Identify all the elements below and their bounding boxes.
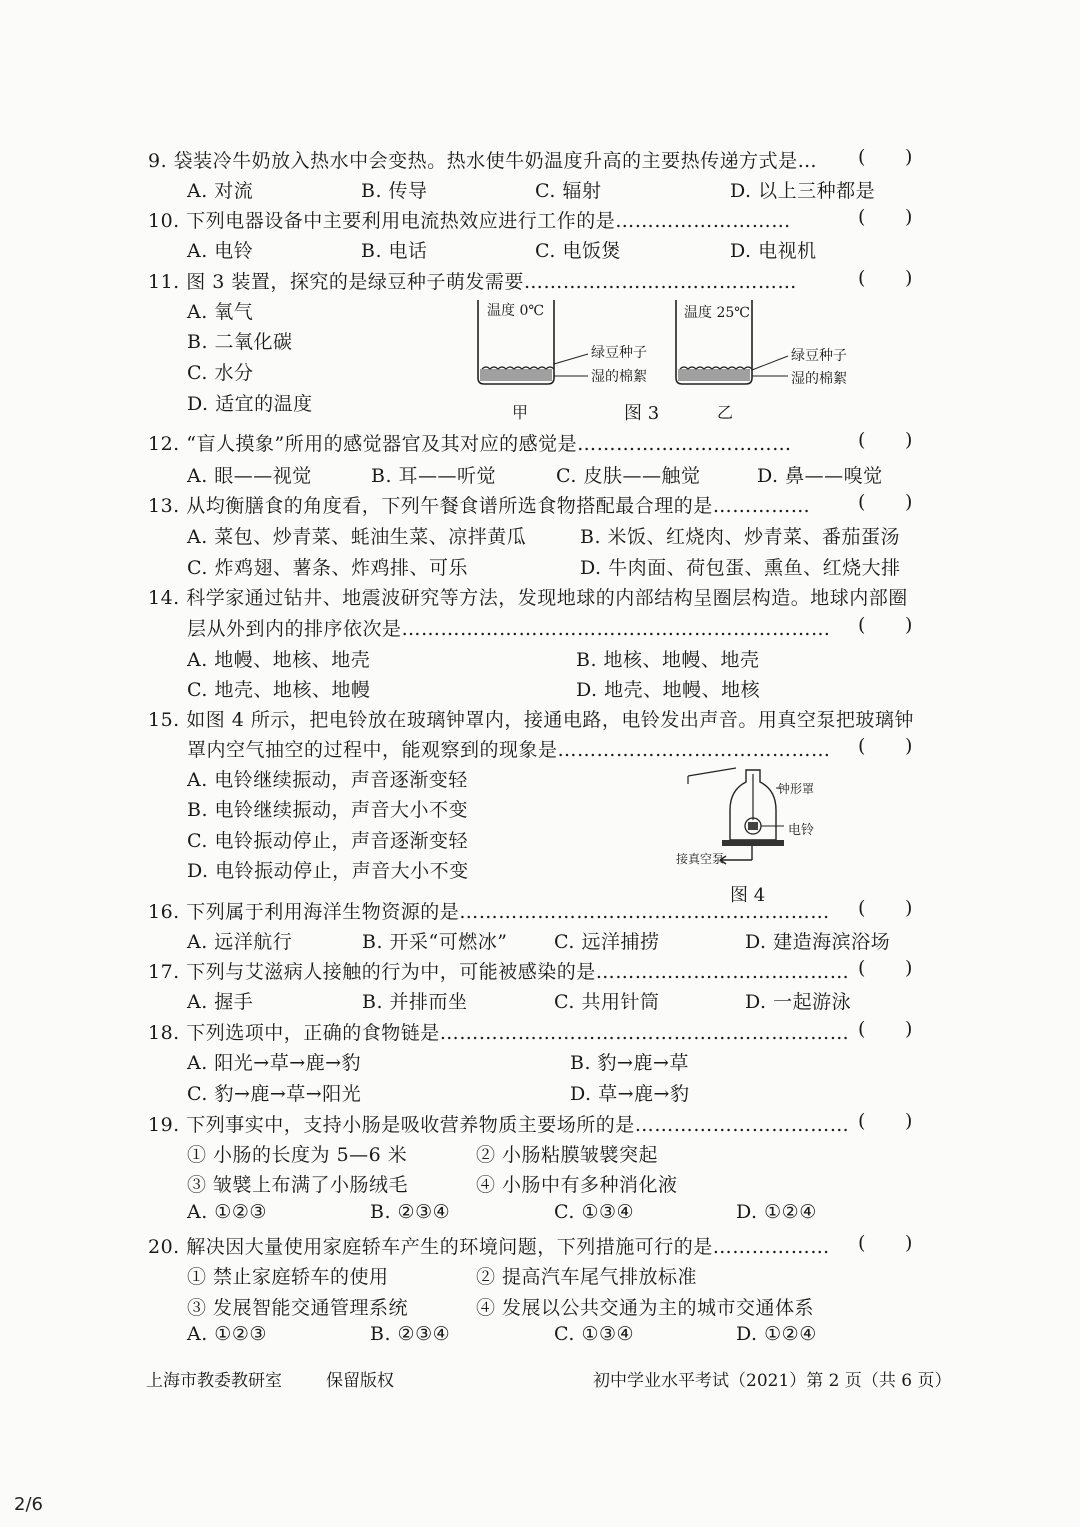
seeds-left: [482, 367, 554, 369]
option-d: D. 以上三种都是: [730, 180, 876, 202]
option-a: A. ①②③: [187, 1323, 267, 1345]
seed-pointer-left: [554, 354, 588, 364]
answer-paren-close: ): [905, 491, 913, 513]
option-a: A. 眼——视觉: [187, 465, 312, 487]
fact-item-1: ① 小肠的长度为 5—6 米: [187, 1144, 408, 1166]
question-12-stem: 12. “盲人摸象”所用的感觉器官及其对应的感觉是……………………………: [148, 433, 792, 455]
answer-paren-open: (: [858, 735, 866, 757]
option-c: C. 电饭煲: [535, 240, 621, 262]
option-d: D. 电视机: [730, 240, 817, 262]
footer-org: 上海市教委教研室: [146, 1371, 282, 1391]
option-d: D. 草→鹿→豹: [570, 1083, 690, 1105]
question-14-stem-continued: 层从外到内的排序依次是…………………………………………………………: [187, 618, 831, 640]
cotton-left: [480, 369, 552, 381]
answer-paren-open: (: [858, 1232, 866, 1254]
answer-paren-close: ): [905, 897, 913, 919]
option-a: A. 阳光→草→鹿→豹: [187, 1052, 362, 1074]
answer-paren-open: (: [858, 491, 866, 513]
answer-paren-open: (: [858, 1110, 866, 1132]
question-13-stem: 13. 从均衡膳食的角度看，下列午餐食谱所选食物搭配最合理的是……………: [148, 495, 811, 517]
answer-paren-close: ): [905, 735, 913, 757]
question-9-stem: 9. 袋装冷牛奶放入热水中会变热。热水使牛奶温度升高的主要热传递方式是…: [148, 150, 818, 172]
option-b: B. 豹→鹿→草: [570, 1052, 689, 1074]
question-19-stem: 19. 下列事实中，支持小肠是吸收营养物质主要场所的是……………………………: [148, 1114, 850, 1136]
answer-paren-close: ): [905, 206, 913, 228]
answer-paren-open: (: [858, 146, 866, 168]
option-c: C. 豹→鹿→草→阳光: [187, 1083, 362, 1105]
option-d: D. 一起游泳: [745, 991, 852, 1013]
answer-paren-open: (: [858, 267, 866, 289]
fact-item-2: ② 小肠粘膜皱襞突起: [476, 1144, 659, 1166]
seeds-right: [680, 367, 752, 369]
option-a: A. 对流: [187, 180, 254, 202]
figure-3-cotton-label-right: 湿的棉絮: [791, 371, 847, 387]
option-b: B. 地核、地幔、地壳: [576, 649, 760, 671]
option-d: D. 鼻——嗅觉: [757, 465, 883, 487]
option-a: A. 菜包、炒青菜、蚝油生菜、凉拌黄瓜: [187, 526, 527, 548]
question-17-stem: 17. 下列与艾滋病人接触的行为中，可能被感染的是…………………………………: [148, 961, 850, 983]
option-a: A. ①②③: [187, 1201, 267, 1223]
jar-base: [722, 840, 784, 846]
option-c: C. 共用针筒: [554, 991, 660, 1013]
question-16-stem: 16. 下列属于利用海洋生物资源的是…………………………………………………: [148, 901, 830, 923]
option-b: B. 米饭、红烧肉、炒青菜、番茄蛋汤: [580, 526, 901, 548]
answer-paren-close: ): [905, 1232, 913, 1254]
wire-top: [688, 768, 736, 776]
option-d: D. 电铃振动停止，声音大小不变: [187, 860, 469, 882]
bell-body: [748, 822, 758, 830]
answer-paren-close: ): [905, 614, 913, 636]
measure-item-4: ④ 发展以公共交通为主的城市交通体系: [476, 1297, 815, 1319]
option-b: B. 并排而坐: [362, 991, 468, 1013]
footer-exam-info: 初中学业水平考试（2021）第 2 页（共 6 页）: [593, 1371, 952, 1391]
seed-pointer-right: [752, 356, 788, 370]
figure-4-jar-label: 钟形罩: [778, 782, 815, 796]
option-b: B. 传导: [361, 180, 428, 202]
option-a: A. 电铃: [187, 240, 254, 262]
option-c: C. 辐射: [535, 180, 602, 202]
fact-item-3: ③ 皱襞上布满了小肠绒毛: [187, 1174, 409, 1196]
figure-3-left-name: 甲: [512, 403, 529, 422]
option-c: C. ①③④: [554, 1201, 635, 1223]
option-a: A. 电铃继续振动，声音逐渐变轻: [187, 769, 468, 791]
option-c: C. 电铃振动停止，声音逐渐变轻: [187, 830, 468, 852]
question-11-stem: 11. 图 3 装置，探究的是绿豆种子萌发需要……………………………………: [148, 271, 797, 293]
answer-paren-open: (: [858, 429, 866, 451]
option-a: A. 氧气: [187, 301, 254, 323]
answer-paren-close: ): [905, 957, 913, 979]
figure-3-right-name: 乙: [717, 403, 734, 422]
measure-item-2: ② 提高汽车尾气排放标准: [476, 1266, 698, 1288]
answer-paren-close: ): [905, 1018, 913, 1040]
question-20-stem: 20. 解决因大量使用家庭轿车产生的环境问题，下列措施可行的是………………: [148, 1236, 830, 1258]
figure-3-left-temp: 温度 0℃: [487, 303, 545, 319]
option-a: A. 地幔、地核、地壳: [187, 649, 371, 671]
measure-item-3: ③ 发展智能交通管理系统: [187, 1297, 409, 1319]
option-a: A. 握手: [187, 991, 254, 1013]
option-c: C. ①③④: [554, 1323, 635, 1345]
answer-paren-open: (: [858, 614, 866, 636]
cotton-right: [678, 369, 750, 381]
option-c: C. 远洋捕捞: [554, 931, 660, 953]
option-c: C. 地壳、地核、地幔: [187, 679, 371, 701]
answer-paren-open: (: [858, 957, 866, 979]
option-b: B. ②③④: [370, 1201, 451, 1223]
question-18-stem: 18. 下列选项中，正确的食物链是………………………………………………………: [148, 1022, 850, 1044]
question-14-stem: 14. 科学家通过钻井、地震波研究等方法，发现地球的内部结构呈圈层构造。地球内部圈: [148, 587, 908, 609]
option-d: D. 适宜的温度: [187, 393, 313, 415]
option-d: D. 建造海滨浴场: [745, 931, 891, 953]
option-b: B. 电话: [361, 240, 428, 262]
answer-paren-open: (: [858, 897, 866, 919]
figure-3-seed-label-right: 绿豆种子: [791, 348, 847, 364]
answer-paren-close: ): [905, 1110, 913, 1132]
option-d: D. ①②④: [736, 1323, 817, 1345]
option-c: C. 炸鸡翅、薯条、炸鸡排、可乐: [187, 557, 468, 579]
page-indicator: 2/6: [14, 1494, 43, 1515]
figure-3-right-temp: 温度 25℃: [684, 305, 750, 321]
figure-3-cotton-label-left: 湿的棉絮: [591, 369, 647, 385]
question-15-stem: 15. 如图 4 所示，把电铃放在玻璃钟罩内，接通电路，电铃发出声音。用真空泵把玻璃钟: [148, 709, 914, 731]
option-b: B. 二氧化碳: [187, 331, 293, 353]
answer-paren-open: (: [858, 206, 866, 228]
answer-paren-close: ): [905, 429, 913, 451]
answer-paren-close: ): [905, 267, 913, 289]
figure-4-caption: 图 4: [730, 885, 766, 906]
option-a: A. 远洋航行: [187, 931, 293, 953]
option-d: D. 地壳、地幔、地核: [576, 679, 761, 701]
answer-paren-close: ): [905, 146, 913, 168]
answer-paren-open: (: [858, 1018, 866, 1040]
option-b: B. 耳——听觉: [371, 465, 497, 487]
figure-4-pump-label: 接真空泵: [676, 852, 725, 866]
measure-item-1: ① 禁止家庭轿车的使用: [187, 1266, 389, 1288]
figure-4-bell-label: 电铃: [788, 823, 815, 838]
option-c: C. 皮肤——触觉: [556, 465, 701, 487]
figure-3-caption: 图 3: [624, 403, 660, 424]
footer-rights: 保留版权: [326, 1371, 394, 1391]
question-15-stem-continued: 罩内空气抽空的过程中，能观察到的现象是……………………………………: [187, 739, 831, 761]
option-b: B. 电铃继续振动，声音大小不变: [187, 799, 469, 821]
figure-3-seed-label-left: 绿豆种子: [591, 345, 647, 361]
option-d: D. 牛肉面、荷包蛋、熏鱼、红烧大排: [580, 557, 901, 579]
option-b: B. ②③④: [370, 1323, 451, 1345]
option-b: B. 开采“可燃冰”: [362, 931, 508, 953]
option-d: D. ①②④: [736, 1201, 817, 1223]
question-10-stem: 10. 下列电器设备中主要利用电流热效应进行工作的是………………………: [148, 210, 791, 232]
fact-item-4: ④ 小肠中有多种消化液: [476, 1174, 678, 1196]
option-c: C. 水分: [187, 362, 254, 384]
